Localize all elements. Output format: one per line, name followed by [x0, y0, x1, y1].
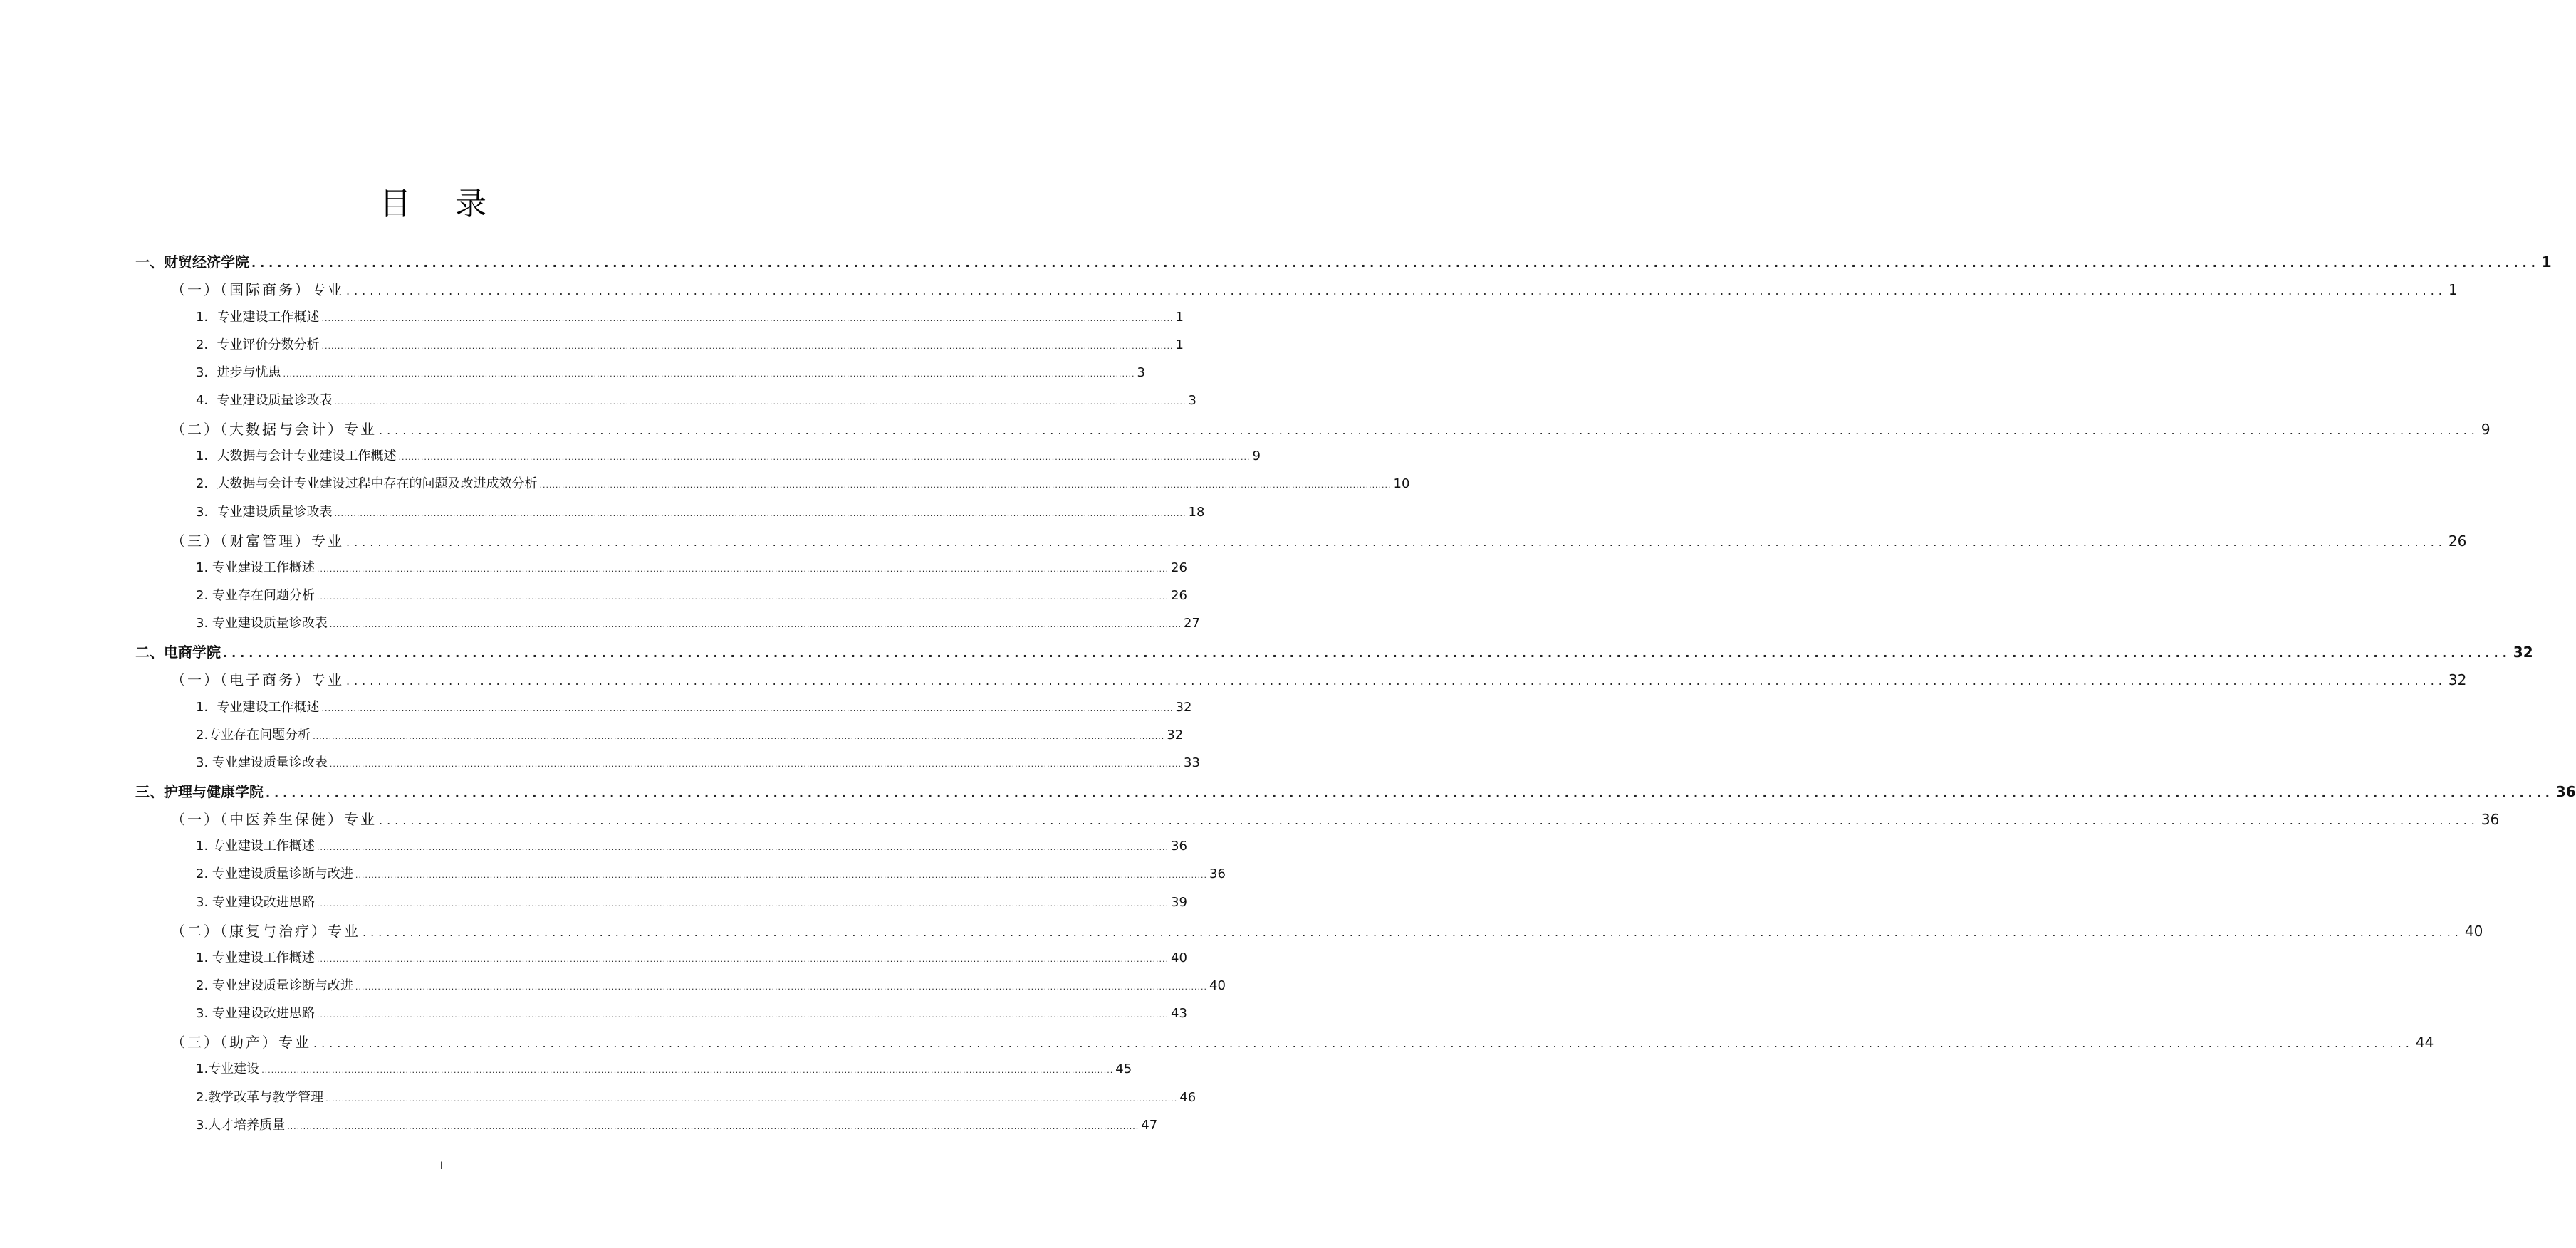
toc-entry-label: （二）（大数据与会计）专业 — [171, 421, 377, 438]
toc-entry[interactable] — [171, 278, 2458, 299]
toc-entry[interactable] — [171, 668, 2467, 689]
toc-page-number: 36 — [1209, 866, 1226, 881]
toc-entry[interactable] — [196, 473, 1410, 492]
toc-leader-dots: .......................................................................................................................................................................................................................................................................... — [379, 814, 2479, 827]
toc-page-number: 40 — [1171, 950, 1187, 965]
toc-entry[interactable] — [171, 920, 2483, 940]
toc-page-number: 1 — [2448, 281, 2458, 298]
toc-entry-label: 3. 专业建设改进思路 — [196, 895, 315, 910]
toc-page-number: 26 — [2448, 533, 2467, 550]
toc-entry[interactable] — [196, 585, 1187, 604]
toc-entry[interactable] — [171, 808, 2500, 829]
toc-entry-label: 3．进步与忧患 — [196, 365, 281, 380]
toc-entry-label: 2.教学改革与教学管理 — [196, 1090, 324, 1105]
toc-entry[interactable] — [196, 1003, 1187, 1022]
toc-page-number: 1 — [1175, 310, 1184, 325]
toc-leader-dots: .......................................................................................................................................................................................................................................................................... — [398, 453, 1251, 462]
toc-entry[interactable] — [171, 1031, 2434, 1052]
toc-entry-label: 3．专业建设质量诊改表 — [196, 505, 333, 520]
toc-entry-label: 1．专业建设工作概述 — [196, 700, 320, 715]
toc-entry-label: （三）（助产）专业 — [171, 1034, 311, 1051]
toc-page-number: 39 — [1171, 895, 1187, 910]
toc-page-number: 36 — [2481, 811, 2500, 828]
toc-page-number: 36 — [1171, 839, 1187, 854]
toc-entry[interactable] — [196, 307, 1184, 325]
toc-page-number: 9 — [1252, 449, 1261, 463]
toc-page-number: 36 — [2555, 783, 2576, 800]
toc-leader-dots: .......................................................................................................................................................................................................................................................................... — [355, 982, 1207, 992]
toc-entry-label: 2．专业评价分数分析 — [196, 337, 320, 352]
toc-entry-label: 3. 专业建设质量诊改表 — [196, 755, 328, 770]
toc-leader-dots: .......................................................................................................................................................................................................................................................................... — [321, 314, 1174, 323]
toc-leader-dots: .......................................................................................................................................................................................................................................................................... — [334, 509, 1187, 518]
toc-entry-label: 3. 专业建设改进思路 — [196, 1006, 315, 1021]
toc-leader-dots: .......................................................................................................................................................................................................................................................................... — [316, 1010, 1169, 1019]
toc-entry-label: （一）（国际商务）专业 — [171, 281, 344, 298]
toc-page-number: 10 — [1393, 476, 1410, 491]
toc-leader-dots: .......................................................................................................................................................................................................................................................................... — [379, 424, 2479, 437]
toc-leader-dots: .......................................................................................................................................................................................................................................................................... — [313, 1037, 2414, 1050]
toc-entry[interactable] — [171, 418, 2491, 439]
toc-entry-label: 2.专业存在问题分析 — [196, 728, 311, 743]
toc-leader-dots: .......................................................................................................................................................................................................................................................................... — [223, 646, 2511, 660]
toc-leader-dots: .......................................................................................................................................................................................................................................................................... — [283, 369, 1135, 379]
toc-leader-dots: .......................................................................................................................................................................................................................................................................... — [334, 397, 1187, 407]
toc-entry-label: 一、财贸经济学院 — [135, 253, 249, 271]
toc-entry-label: 2. 专业存在问题分析 — [196, 588, 315, 603]
toc-entry-label: 1. 专业建设工作概述 — [196, 839, 315, 854]
toc-entry-label: 4．专业建设质量诊改表 — [196, 393, 333, 408]
toc-entry-label: （三）（财富管理）专业 — [171, 533, 344, 550]
toc-entry[interactable] — [196, 948, 1187, 966]
toc-leader-dots: .......................................................................................................................................................................................................................................................................... — [316, 565, 1169, 574]
toc-page-number: 43 — [1171, 1006, 1187, 1021]
toc-entry[interactable] — [196, 725, 1184, 743]
toc-entry-label: 1.专业建设 — [196, 1061, 260, 1076]
toc-page-number: 40 — [1209, 978, 1226, 993]
toc-leader-dots: .......................................................................................................................................................................................................................................................................... — [346, 535, 2446, 549]
toc-leader-dots: .......................................................................................................................................................................................................................................................................... — [355, 871, 1207, 880]
toc-leader-dots: .......................................................................................................................................................................................................................................................................... — [329, 760, 1182, 769]
toc-page-number: 18 — [1188, 505, 1205, 520]
page-title: 目 录 — [380, 186, 504, 222]
toc-leader-dots: .......................................................................................................................................................................................................................................................................... — [363, 925, 2463, 939]
toc-leader-dots: .......................................................................................................................................................................................................................................................................... — [321, 342, 1174, 351]
toc-entry-label: 三、护理与健康学院 — [135, 783, 264, 800]
toc-page-number: 27 — [1184, 616, 1200, 631]
toc-entry[interactable] — [196, 613, 1200, 631]
toc-entry-label: 1．大数据与会计专业建设工作概述 — [196, 449, 397, 463]
toc-page-number: 26 — [1171, 588, 1187, 603]
toc-page-number: 47 — [1141, 1118, 1158, 1133]
toc-leader-dots: .......................................................................................................................................................................................................................................................................... — [329, 620, 1182, 629]
toc-entry[interactable] — [135, 780, 2576, 801]
toc-entry-label: 二、电商学院 — [135, 644, 221, 661]
toc-entry-label: （二）（康复与治疗）专业 — [171, 923, 360, 940]
toc-entry[interactable] — [135, 251, 2552, 271]
toc-leader-dots: .......................................................................................................................................................................................................................................................................... — [325, 1094, 1178, 1103]
toc-page-number: 40 — [2464, 923, 2483, 940]
toc-entry-label: 1．专业建设工作概述 — [196, 310, 320, 325]
toc-entry[interactable] — [196, 446, 1261, 464]
toc-leader-dots: .......................................................................................................................................................................................................................................................................... — [316, 899, 1169, 908]
toc-entry-label: 2. 专业建设质量诊断与改进 — [196, 866, 353, 881]
toc-entry[interactable] — [135, 641, 2533, 661]
toc-entry[interactable] — [196, 1087, 1196, 1106]
toc-leader-dots: .......................................................................................................................................................................................................................................................................... — [346, 284, 2446, 298]
toc-leader-dots: .......................................................................................................................................................................................................................................................................... — [346, 674, 2446, 688]
toc-page-number: 46 — [1179, 1090, 1196, 1105]
toc-page-number: 32 — [2513, 644, 2533, 661]
toc-entry[interactable] — [196, 864, 1226, 882]
toc-leader-dots: .......................................................................................................................................................................................................................................................................... — [261, 1066, 1114, 1075]
toc-entry-label: 1. 专业建设工作概述 — [196, 560, 315, 575]
toc-leader-dots: .......................................................................................................................................................................................................................................................................... — [251, 256, 2540, 270]
toc-entry[interactable] — [196, 557, 1187, 576]
toc-leader-dots: .......................................................................................................................................................................................................................................................................... — [313, 732, 1165, 741]
toc-leader-dots: .......................................................................................................................................................................................................................................................................... — [266, 786, 2554, 799]
toc-entry[interactable] — [196, 502, 1205, 520]
toc-entry[interactable] — [196, 697, 1192, 715]
toc-entry-label: 3. 专业建设质量诊改表 — [196, 616, 328, 631]
toc-page-number: 3 — [1137, 365, 1145, 380]
toc-entry[interactable] — [196, 335, 1184, 353]
toc-entry-label: （一）（中医养生保健）专业 — [171, 811, 377, 828]
toc-page-number: 33 — [1184, 755, 1200, 770]
toc-entry-label: （一）（电子商务）专业 — [171, 671, 344, 688]
toc-entry[interactable] — [196, 836, 1187, 854]
toc-page-number: 9 — [2481, 421, 2491, 438]
toc-page-number: 26 — [1171, 560, 1187, 575]
toc-page-number: 1 — [2541, 253, 2552, 271]
toc-page-number: 45 — [1115, 1061, 1132, 1076]
toc-leader-dots: .......................................................................................................................................................................................................................................................................... — [316, 955, 1169, 964]
toc-page-number: 32 — [1175, 700, 1192, 715]
toc-page-number: 1 — [1175, 337, 1184, 352]
toc-leader-dots: .......................................................................................................................................................................................................................................................................... — [321, 704, 1174, 713]
toc-entry-label: 2．大数据与会计专业建设过程中存在的问题及改进成效分析 — [196, 476, 538, 491]
toc-entry[interactable] — [196, 975, 1226, 994]
toc-entry[interactable] — [196, 1115, 1158, 1133]
toc-page-number: 32 — [2448, 671, 2467, 688]
toc-entry-label: 2. 专业建设质量诊断与改进 — [196, 978, 353, 993]
toc-entry[interactable] — [196, 362, 1145, 381]
page-number-footer: I — [439, 1160, 444, 1172]
toc-page-number: 44 — [2415, 1034, 2434, 1051]
toc-leader-dots: .......................................................................................................................................................................................................................................................................... — [287, 1122, 1140, 1131]
toc-entry[interactable] — [196, 892, 1187, 911]
toc-entry[interactable] — [196, 753, 1200, 771]
toc-entry[interactable] — [196, 1059, 1132, 1077]
toc-page-number: 3 — [1188, 393, 1196, 408]
toc-entry[interactable] — [171, 530, 2467, 550]
toc-entry-label: 3.人才培养质量 — [196, 1118, 286, 1133]
toc-leader-dots: .......................................................................................................................................................................................................................................................................... — [316, 843, 1169, 852]
toc-entry[interactable] — [196, 390, 1196, 409]
toc-entry-label: 1. 专业建设工作概述 — [196, 950, 315, 965]
toc-leader-dots: .......................................................................................................................................................................................................................................................................... — [539, 481, 1392, 490]
toc-leader-dots: .......................................................................................................................................................................................................................................................................... — [316, 592, 1169, 602]
toc-page-number: 32 — [1167, 728, 1184, 743]
